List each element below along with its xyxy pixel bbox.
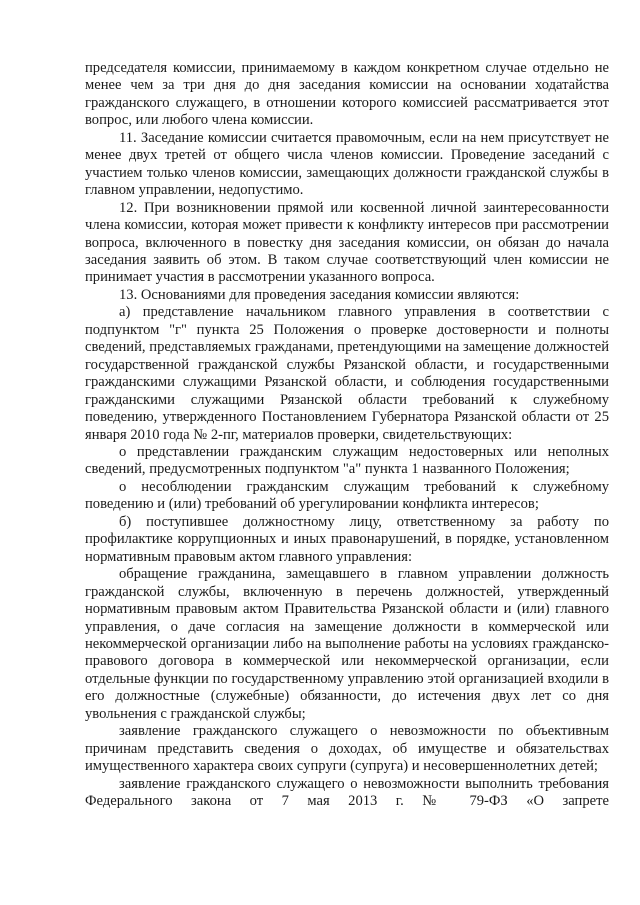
paragraph-subitem-b-3: заявление гражданского служащего о невозможности выполнить требования Федерального закона от 7 мая 2013 г. № 79-ФЗ «О запрете <box>85 775 609 810</box>
paragraph-subitem-b-1: обращение гражданина, замещавшего в главном управлении должность гражданской службы, включенную в перечень должностей, утвержденный нормативным правовым актом Правительства Рязанской области и (или) главного управления, о даче согласия на замещение должности в коммерческой или некоммерческой организации либо на выполнение работы на условиях гражданско-правового договора в коммерческой или некоммерческой организации, если отдельные функции по государственному управлению этой организацией входили в его должностные (служебные) обязанности, до истечения двух лет со дня увольнения с гражданской службы; <box>85 566 609 722</box>
paragraph-subitem-b: б) поступившее должностному лицу, ответственному за работу по профилактике коррупционных и иных правонарушений, в порядке, установленном нормативным правовым актом главного управления: <box>85 513 609 565</box>
paragraph-continuation: председателя комиссии, принимаемому в каждом конкретном случае отдельно не менее чем за три дня до дня заседания комиссии на основании ходатайства гражданского служащего, в отношении которого комиссией рассматривается этот вопрос, или любого члена комиссии. <box>85 60 609 129</box>
paragraph-subitem-a-1: о представлении гражданским служащим недостоверных или неполных сведений, предусмотренных подпунктом "а" пункта 1 названного Положения; <box>85 443 609 478</box>
paragraph-subitem-a: а) представление начальником главного управления в соответствии с подпунктом "г" пункта 25 Положения о проверке достоверности и полноты сведений, представляемых гражданами, претендующими на замещение должностей государственной гражданской службы Рязанской области, и государственными гражданскими служащими Рязанской области, и соблюдения государственными гражданскими служащими Рязанской области требований к служебному поведению, утвержденного Постановлением Губернатора Рязанской области от 25 января 2010 года № 2-пг, материалов проверки, свидетельствующих: <box>85 304 609 443</box>
paragraph-subitem-a-2: о несоблюдении гражданским служащим требований к служебному поведению и (или) требований об урегулировании конфликта интересов; <box>85 478 609 513</box>
paragraph-item-11: 11. Заседание комиссии считается правомочным, если на нем присутствует не менее двух третей от общего числа членов комиссии. Проведение заседаний с участием только членов комиссии, замещающих должности гражданской службы в главном управлении, недопустимо. <box>85 129 609 199</box>
paragraph-subitem-b-2: заявление гражданского служащего о невозможности по объективным причинам представить сведения о доходах, об имуществе и обязательствах имущественного характера своих супруги (супруга) и несовершеннолетних детей; <box>85 723 609 775</box>
paragraph-item-13: 13. Основаниями для проведения заседания комиссии являются: <box>119 286 520 303</box>
paragraph-item-12: 12. При возникновении прямой или косвенной личной заинтересованности члена комиссии, которая может привести к конфликту интересов при рассмотрении вопроса, включенного в повестку дня заседания комиссии, он обязан до начала заседания заявить об этом. В таком случае соответствующий член комиссии не принимает участия в рассмотрении указанного вопроса. <box>85 199 609 286</box>
document-page <box>85 60 609 810</box>
